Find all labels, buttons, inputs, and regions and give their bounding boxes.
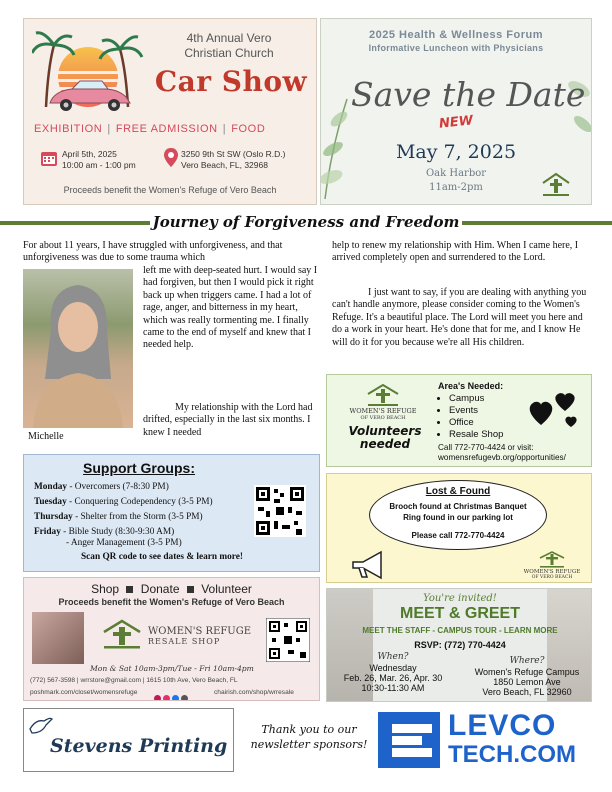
lost-found-heading: Lost & Found bbox=[425, 486, 491, 497]
resale-shop-logo bbox=[100, 618, 144, 652]
car-show-footer: Proceeds benefit the Women's Refuge of Vero Beach bbox=[63, 185, 277, 195]
car-show-features: EXHIBITION | FREE ADMISSION | FOOD bbox=[34, 123, 266, 135]
shop-qr-code[interactable] bbox=[266, 618, 310, 662]
shop-contact: (772) 567-3598 | wrrstore@gmail.com | 1615 10th Ave, Vero Beach, FL bbox=[30, 677, 238, 684]
dove-icon bbox=[28, 715, 54, 737]
where-place: Women's Refuge Campus bbox=[474, 667, 580, 677]
car-show-title: Car Show bbox=[154, 65, 308, 98]
tuesday-text: - Conquering Codependency (3-5 PM) bbox=[66, 497, 213, 507]
volunteers-needed-badge bbox=[341, 425, 429, 451]
areas-needed-label: Area's Needed: bbox=[438, 381, 504, 391]
food-label: FOOD bbox=[231, 123, 266, 135]
megaphone-icon bbox=[349, 550, 389, 580]
vol-logo-text bbox=[337, 408, 429, 422]
vol-logo-line1: WOMEN'S REFUGE bbox=[349, 407, 417, 415]
womens-refuge-logo bbox=[365, 383, 401, 407]
levco-domain-text: TECH.COM bbox=[448, 741, 576, 768]
forum-place: Oak Harbor bbox=[425, 168, 487, 179]
car-show-line1: 4th Annual Vero bbox=[186, 31, 272, 45]
when-time: 10:30-11:30 AM bbox=[361, 683, 425, 693]
area-resale-shop: • Resale Shop bbox=[449, 429, 503, 441]
shop-label: Shop bbox=[91, 582, 120, 596]
article-col2-paragraph-2: I just want to say, if you are dealing with anything you can't handle anymore, please consider coming to the Women's Refuge. It's a beautiful place. The Lord will meet you here and do a work in your heart. He's done that for me, and I know He will do it for you because we're all His children. bbox=[332, 287, 587, 348]
area-campus: • Campus bbox=[449, 393, 503, 405]
rsvp-phone: RSVP: (772) 770-4424 bbox=[414, 640, 506, 650]
save-the-date-script: Save the Date bbox=[351, 75, 586, 114]
levco-mark-icon bbox=[378, 712, 440, 768]
stevens-printing-logo-text: Stevens Printing bbox=[50, 735, 228, 757]
shop-subheading: Proceeds benefit the Women's Refuge of Vero Beach bbox=[58, 597, 285, 607]
vol-logo-line2: OF VERO BEACH bbox=[360, 415, 406, 421]
shop-photo bbox=[32, 612, 84, 664]
globe-icon[interactable] bbox=[181, 695, 188, 701]
meet-greet-subtitle: MEET THE STAFF - CAMPUS TOUR - LEARN MORE bbox=[362, 626, 558, 635]
support-groups-heading: Support Groups: bbox=[83, 460, 195, 476]
friday-anger-group: - Anger Management (3-5 PM) bbox=[66, 538, 182, 548]
friday-group bbox=[34, 527, 174, 538]
car-show-flyer bbox=[23, 18, 317, 205]
location-pin-icon bbox=[164, 148, 178, 167]
tuesday-group bbox=[34, 497, 213, 508]
poshmark-link[interactable]: poshmark.com/closet/womensrefuge bbox=[30, 689, 138, 696]
donate-label: Donate bbox=[140, 582, 180, 596]
portrait-illustration bbox=[23, 269, 133, 428]
lf-logo-line2: OF VERO BEACH bbox=[531, 575, 573, 580]
lf-logo-line1: WOMEN'S REFUGE bbox=[523, 569, 581, 575]
where-details bbox=[461, 667, 592, 697]
volunteers-badge-line1: Volunteers bbox=[348, 424, 422, 438]
car-show-line2: Christian Church bbox=[184, 46, 274, 60]
support-qr-note: Scan QR code to see dates & learn more! bbox=[81, 552, 243, 562]
support-qr-code[interactable] bbox=[254, 485, 306, 537]
resale-logo-line1: WOMEN'S REFUGE bbox=[148, 626, 252, 637]
article-wrap-paragraph: left me with deep-seated hurt. I would say I had forgiven, but then I would pick it right back up when triggers came. I had a lot of rage, anger, and bitterness in my heart, which was really tormenting me. I finally came to the end of myself and knew that I needed help. bbox=[143, 265, 318, 351]
when-details bbox=[327, 663, 459, 693]
resale-shop-name bbox=[148, 626, 251, 646]
car-show-address-line2: Vero Beach, FL, 32968 bbox=[181, 160, 268, 170]
car-show-time: 10:00 am - 1:00 pm bbox=[62, 160, 136, 170]
levco-logo-text: LEVCO bbox=[448, 709, 557, 742]
volunteers-badge-line2: needed bbox=[359, 437, 411, 451]
hearts-icon bbox=[527, 385, 583, 429]
shop-heading bbox=[24, 582, 319, 596]
lost-item-ring: Ring found in our parking lot bbox=[403, 513, 513, 522]
thursday-label: Thursday bbox=[34, 512, 73, 522]
article-col2-paragraph-1: help to renew my relationship with Him. When I came here, I arrived completely open and surrendered to the Lord. bbox=[332, 240, 579, 264]
areas-needed-list bbox=[449, 393, 503, 441]
forum-date: May 7, 2025 bbox=[395, 141, 517, 163]
volunteer-call-info bbox=[438, 443, 566, 463]
thanks-line1: Thank you to our bbox=[261, 723, 357, 736]
volunteer-call: Call 772-770-4424 or visit: bbox=[438, 443, 534, 452]
photo-caption: Michelle bbox=[28, 431, 64, 442]
support-groups-box bbox=[23, 454, 320, 572]
article-title: Journey of Forgiveness and Freedom bbox=[150, 213, 462, 231]
stevens-printing-ad[interactable] bbox=[23, 708, 234, 772]
when-day: Wednesday bbox=[369, 663, 417, 673]
friday-text: - Bible Study (8:30-9:30 AM) bbox=[60, 527, 175, 537]
car-show-address-line1: 3250 9th St SW (Oslo R.D.) bbox=[181, 149, 286, 159]
lost-and-found-box bbox=[326, 473, 592, 583]
levco-tech-ad[interactable] bbox=[378, 708, 592, 772]
bullet-square-icon bbox=[126, 586, 133, 593]
volunteer-label: Volunteer bbox=[201, 582, 252, 596]
free-admission-label: FREE ADMISSION bbox=[115, 123, 218, 135]
monday-group bbox=[34, 482, 169, 493]
exhibition-label: EXHIBITION bbox=[34, 123, 103, 135]
pinterest-icon[interactable] bbox=[154, 695, 161, 701]
shop-hours: Mon & Sat 10am-3pm/Tue - Fri 10am-4pm bbox=[90, 664, 254, 673]
save-the-date-flyer bbox=[320, 18, 592, 205]
article-wrap-paragraph-2: My relationship with the Lord had drifted, especially in the last six months. I knew I needed bbox=[143, 402, 313, 438]
thursday-text: - Shelter from the Storm (3-5 PM) bbox=[72, 512, 203, 522]
where-city: Vero Beach, FL 32960 bbox=[482, 687, 572, 697]
title-rule-left bbox=[0, 221, 160, 225]
where-street: 1850 Lemon Ave bbox=[493, 677, 561, 687]
tuesday-label: Tuesday bbox=[34, 497, 67, 507]
volunteers-box bbox=[326, 374, 592, 467]
calendar-icon bbox=[40, 149, 58, 167]
monday-label: Monday bbox=[34, 482, 68, 492]
car-show-datetime bbox=[62, 149, 136, 171]
resale-shop-box bbox=[23, 577, 320, 701]
forum-subheading: Informative Luncheon with Physicians bbox=[368, 43, 544, 53]
car-show-date: April 5th, 2025 bbox=[62, 149, 117, 159]
bullet-square-icon bbox=[187, 586, 194, 593]
new-badge: NEW bbox=[438, 113, 474, 132]
chairish-link[interactable]: chairish.com/shop/wrresale bbox=[214, 689, 294, 696]
forum-time: 11am-2pm bbox=[429, 182, 483, 193]
area-office: • Office bbox=[449, 417, 503, 429]
article-intro: For about 11 years, I have struggled with unforgiveness, and that unforgiveness was due to some trauma which bbox=[23, 240, 283, 264]
invite-text: You're invited! bbox=[423, 593, 497, 604]
when-dates: Feb. 26, Mar. 26, Apr. 30 bbox=[343, 673, 443, 683]
monday-text: - Overcomers (7-8:30 PM) bbox=[67, 482, 169, 492]
meet-greet-title: MEET & GREET bbox=[399, 605, 520, 622]
sponsors-thanks bbox=[244, 722, 374, 752]
facebook-icon[interactable] bbox=[172, 695, 179, 701]
where-label: Where? bbox=[509, 656, 545, 666]
area-events: • Events bbox=[449, 405, 503, 417]
womens-refuge-logo bbox=[539, 171, 573, 199]
forum-heading: 2025 Health & Wellness Forum bbox=[369, 29, 543, 41]
thursday-group bbox=[34, 512, 203, 523]
lost-found-logo-text bbox=[515, 569, 589, 581]
resale-logo-line2: RESALE SHOP bbox=[148, 637, 221, 646]
volunteer-url[interactable]: womensrefugevb.org/opportunities/ bbox=[438, 453, 566, 462]
car-show-address bbox=[181, 149, 285, 171]
womens-refuge-logo bbox=[537, 550, 567, 568]
lost-found-call: Please call 772-770-4424 bbox=[411, 531, 505, 540]
social-icons bbox=[154, 689, 202, 696]
article-title-bar bbox=[0, 212, 612, 234]
lost-item-brooch: Brooch found at Christmas Banquet bbox=[389, 502, 527, 511]
title-rule-right bbox=[452, 221, 612, 225]
palm-sunset-car-illustration bbox=[32, 27, 144, 115]
meet-and-greet-box bbox=[326, 588, 592, 702]
instagram-icon[interactable] bbox=[163, 695, 170, 701]
friday-label: Friday bbox=[34, 527, 61, 537]
when-label: When? bbox=[377, 652, 409, 662]
thanks-line2: newsletter sponsors! bbox=[250, 738, 368, 751]
michelle-photo bbox=[23, 269, 133, 428]
car-show-subtitle bbox=[144, 31, 314, 61]
